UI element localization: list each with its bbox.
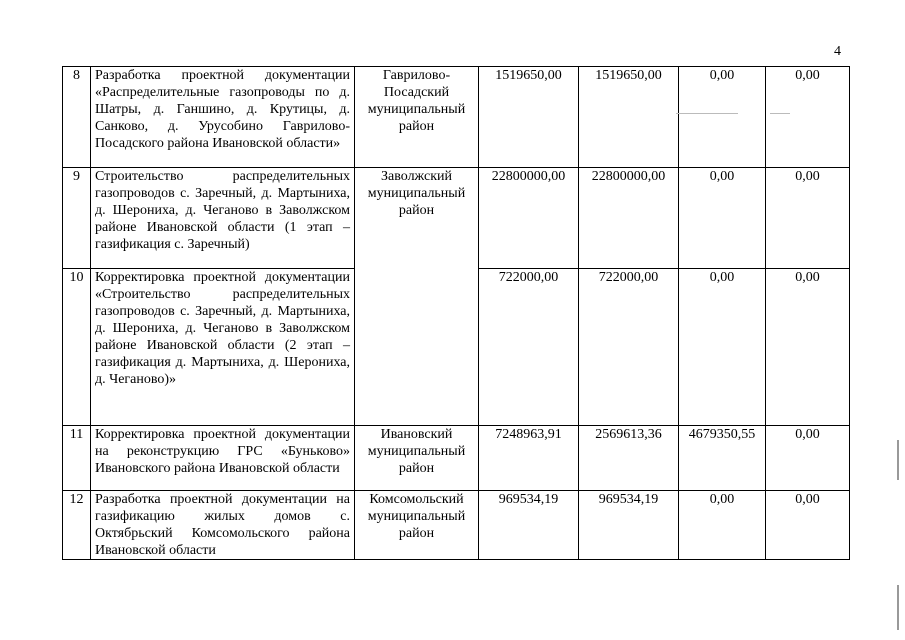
table-row [63,67,850,168]
amount-column-4: 0,00 [766,67,850,168]
total-amount: 969534,19 [479,491,579,560]
amount-column-4: 0,00 [766,269,850,426]
total-amount: 1519650,00 [479,67,579,168]
project-description: Корректировка проектной документации на реконструкцию ГРС «Буньково» Ивановского района Ивановской области [91,426,355,491]
project-description: Строительство распределительных газопроводов с. Заречный, д. Мартыниха, д. Шерониха, д. Чеганово в Заволжском районе Ивановской области (1 этап – газификация с. Заречный) [91,168,355,269]
project-description: Разработка проектной документации на газификацию жилых домов с. Октябрьский Комсомольского района Ивановской области [91,491,355,560]
amount-column-3: 0,00 [679,168,766,269]
amount-column-4: 0,00 [766,168,850,269]
total-amount: 22800000,00 [479,168,579,269]
project-description: Разработка проектной документации «Распределительные газопроводы по д. Шатры, д. Ганшино, д. Крутицы, д. Санково, д. Урусобино Гаврилово-Посадского района Ивановской области» [91,67,355,168]
amount-column-3: 0,00 [679,491,766,560]
funding-table [62,66,850,560]
table-row [63,168,850,269]
amount-column-3: 0,00 [679,269,766,426]
amount-column-2: 1519650,00 [579,67,679,168]
row-number: 11 [63,426,91,491]
scan-artifact-line [770,113,790,114]
total-amount: 722000,00 [479,269,579,426]
page-number: 4 [834,44,841,59]
scan-artifact-line [676,113,738,114]
amount-column-2: 969534,19 [579,491,679,560]
project-description: Корректировка проектной документации «Строительство распределительных газопроводов с. Заречный, д. Мартыниха, д. Шерониха, д. Чеганово в Заволжском районе Ивановской области (2 этап – газификация д. Мартыниха, д. Шерониха, д. Чеганово)» [91,269,355,426]
municipal-district: Заволжский муниципальный район [355,168,479,426]
row-number: 10 [63,269,91,426]
amount-column-3: 0,00 [679,67,766,168]
scan-edge-mark [897,585,899,630]
scan-edge-mark [897,440,899,480]
amount-column-2: 722000,00 [579,269,679,426]
table-row [63,491,850,560]
total-amount: 7248963,91 [479,426,579,491]
row-number: 12 [63,491,91,560]
amount-column-3: 4679350,55 [679,426,766,491]
amount-column-2: 2569613,36 [579,426,679,491]
amount-column-4: 0,00 [766,426,850,491]
row-number: 8 [63,67,91,168]
amount-column-4: 0,00 [766,491,850,560]
row-number: 9 [63,168,91,269]
municipal-district: Ивановский муниципальный район [355,426,479,491]
table-row [63,426,850,491]
municipal-district: Комсомольский муниципальный район [355,491,479,560]
municipal-district: Гаврилово-Посадский муниципальный район [355,67,479,168]
amount-column-2: 22800000,00 [579,168,679,269]
